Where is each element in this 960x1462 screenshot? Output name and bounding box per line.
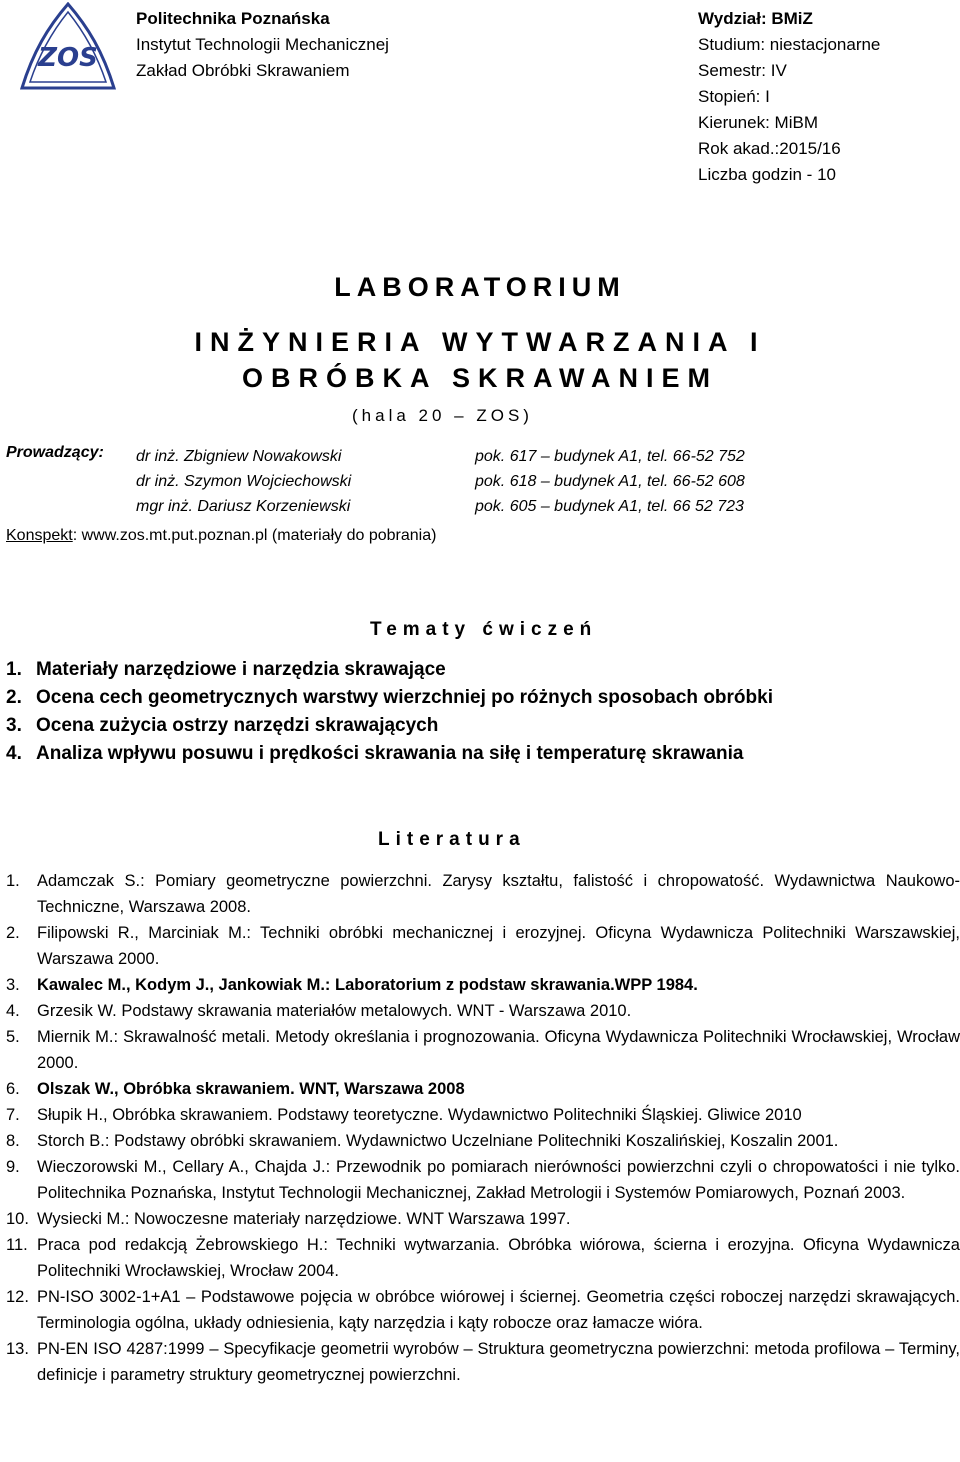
literature-item	[6, 868, 960, 920]
university-block	[136, 6, 389, 84]
faculty: Wydział: BMiZ	[698, 9, 813, 28]
literature-text: Wysiecki M.: Nowoczesne materiały narzędziowe. WNT Warszawa 1997.	[37, 1210, 571, 1228]
subject-line-1: INŻYNIERIA WYTWARZANIA I	[194, 327, 766, 357]
hours-count: Liczba godzin - 10	[698, 165, 836, 184]
lecturer-names	[136, 444, 351, 519]
literature-number: 8.	[6, 1132, 20, 1150]
literature-item	[6, 1128, 960, 1154]
literature-number: 9.	[6, 1158, 20, 1176]
literature-text: PN-EN ISO 4287:1999 – Specyfikacje geometrii wyrobów – Struktura geometryczna powierzchni: metoda profilowa – Terminy, definicje i parametry struktury geometrycznej powierzchni.	[37, 1340, 960, 1384]
notes-link[interactable]: : www.zos.mt.put.poznan.pl (materiały do pobrania)	[72, 527, 437, 544]
literature-number: 10.	[6, 1210, 29, 1228]
literature-text: Storch B.: Podstawy obróbki skrawaniem. Wydawnictwo Uczelniane Politechniki Koszalińskiej, Koszalin 2001.	[37, 1132, 839, 1150]
literature-item	[6, 1284, 960, 1336]
topic-text: Analiza wpływu posuwu i prędkości skrawania na siłę i temperaturę skrawania	[36, 743, 744, 764]
notes-line	[6, 527, 436, 545]
institute-name: Instytut Technologii Mechanicznej	[136, 35, 389, 54]
subject-line-2: OBRÓBKA SKRAWANIEM	[241, 363, 718, 393]
literature-number: 1.	[6, 872, 20, 890]
lecturer-name: dr inż. Zbigniew Nowakowski	[136, 448, 342, 465]
notes-label: Konspekt	[6, 527, 73, 544]
literature-text: Grzesik W. Podstawy skrawania materiałów metalowych. WNT - Warszawa 2010.	[37, 1002, 632, 1020]
literature-item	[6, 1154, 960, 1206]
university-name: Politechnika Poznańska	[136, 9, 330, 28]
literature-text: Olszak W., Obróbka skrawaniem. WNT, Warszawa 2008	[37, 1080, 465, 1098]
lecturer-room: pok. 605 – budynek A1, tel. 66 52 723	[475, 498, 744, 515]
literature-heading: Literatura	[378, 829, 526, 850]
literature-text: Kawalec M., Kodym J., Jankowiak M.: Laboratorium z podstaw skrawania.WPP 1984.	[37, 976, 698, 994]
literature-number: 13.	[6, 1340, 29, 1358]
literature-item	[6, 1102, 960, 1128]
lab-title: LABORATORIUM	[334, 272, 626, 302]
literature-item	[6, 1232, 960, 1284]
hall-location: (hala 20 – ZOS)	[352, 406, 533, 425]
literature-number: 7.	[6, 1106, 20, 1124]
topic-item	[6, 740, 773, 768]
literature-text: Miernik M.: Skrawalność metali. Metody określania i prognozowania. Oficyna Wydawnicza Politechniki Wrocławskiej, Wrocław 2000.	[37, 1028, 960, 1072]
topics-list	[6, 656, 773, 768]
topic-text: Ocena zużycia ostrzy narzędzi skrawających	[36, 715, 439, 736]
lecturer-room: pok. 617 – budynek A1, tel. 66-52 752	[475, 448, 745, 465]
zos-logo	[18, 2, 118, 94]
literature-item	[6, 972, 960, 998]
literature-text: Adamczak S.: Pomiary geometryczne powierzchni. Zarysy kształtu, falistość i chropowatość. Wydawnictwa Naukowo-Techniczne, Warszawa 2008.	[37, 872, 960, 916]
literature-number: 5.	[6, 1028, 20, 1046]
literature-number: 12.	[6, 1288, 29, 1306]
topic-text: Ocena cech geometrycznych warstwy wierzchniej po różnych sposobach obróbki	[36, 687, 773, 708]
field-of-study: Kierunek: MiBM	[698, 113, 818, 132]
literature-number: 11.	[6, 1236, 28, 1254]
literature-item	[6, 1076, 960, 1102]
degree: Stopień: I	[698, 87, 770, 106]
topic-item	[6, 712, 773, 740]
study-mode: Studium: niestacjonarne	[698, 35, 881, 54]
lecturer-name: mgr inż. Dariusz Korzeniewski	[136, 498, 351, 515]
academic-year: Rok akad.:2015/16	[698, 139, 841, 158]
literature-text: PN-ISO 3002-1+A1 – Podstawowe pojęcia w obróbce wiórowej i ściernej. Geometria części roboczej narzędzi skrawających. Terminologia ogólna, układy odniesienia, kąty narzędzia i kąty robocze oraz łamacze wióra.	[37, 1288, 960, 1332]
topic-number: 3.	[6, 715, 22, 736]
topics-heading: Tematy ćwiczeń	[370, 619, 598, 640]
literature-text: Słupik H., Obróbka skrawaniem. Podstawy teoretyczne. Wydawnictwo Politechniki Śląskiej. Gliwice 2010	[37, 1106, 802, 1124]
topic-item	[6, 656, 773, 684]
literature-text: Praca pod redakcją Żebrowskiego H.: Techniki wytwarzania. Obróbka wiórowa, ścierna i erozyjna. Oficyna Wydawnicza Politechniki Wrocławskiej, Wrocław 2004.	[37, 1236, 960, 1280]
literature-text: Wieczorowski M., Cellary A., Chajda J.: Przewodnik po pomiarach nierówności powierzchni czyli o chropowatości i nie tylko. Politechnika Poznańska, Instytut Technologii Mechanicznej, Zakład Metrologii i Systemów Pomiarowych, Poznań 2003.	[37, 1158, 960, 1202]
literature-number: 3.	[6, 976, 20, 994]
literature-number: 4.	[6, 1002, 20, 1020]
topic-number: 1.	[6, 659, 22, 680]
literature-item	[6, 920, 960, 972]
literature-item	[6, 1024, 960, 1076]
lecturer-name: dr inż. Szymon Wojciechowski	[136, 473, 352, 490]
literature-list	[6, 868, 960, 1388]
logo-text: ZOS	[38, 43, 98, 73]
literature-item	[6, 998, 960, 1024]
subject-title	[0, 324, 960, 396]
lecturer-room: pok. 618 – budynek A1, tel. 66-52 608	[475, 473, 745, 490]
topic-item	[6, 684, 773, 712]
literature-number: 6.	[6, 1080, 20, 1098]
literature-item	[6, 1336, 960, 1388]
literature-text: Filipowski R., Marciniak M.: Techniki obróbki mechanicznej i erozyjnej. Oficyna Wydawnicza Politechniki Warszawskiej, Warszawa 2000.	[37, 924, 960, 968]
topic-number: 2.	[6, 687, 22, 708]
department-name: Zakład Obróbki Skrawaniem	[136, 61, 350, 80]
topic-number: 4.	[6, 743, 22, 764]
literature-number: 2.	[6, 924, 20, 942]
topic-text: Materiały narzędziowe i narzędzia skrawające	[36, 659, 446, 680]
lecturers-label: Prowadzący:	[6, 444, 104, 461]
semester: Semestr: IV	[698, 61, 787, 80]
lecturer-rooms	[475, 444, 745, 519]
course-info-block	[698, 6, 880, 188]
literature-item	[6, 1206, 960, 1232]
